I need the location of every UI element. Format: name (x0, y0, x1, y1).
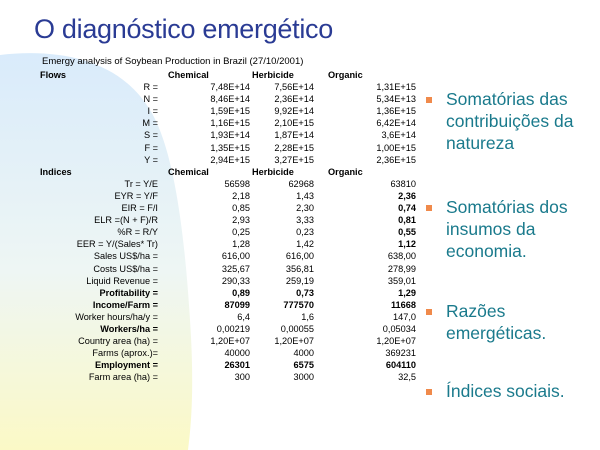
table-cell: 11668 (390, 299, 416, 310)
bullet-item (426, 300, 596, 344)
table-cell: 0,89 (232, 287, 250, 298)
table-row (40, 214, 416, 226)
emergy-table (40, 69, 416, 383)
bullet-text: Índices sociais. (446, 381, 565, 401)
table-cell: 616,00 (221, 251, 250, 262)
column-header: Organic (328, 70, 363, 80)
table-cell: 2,36 (398, 190, 416, 201)
row-label: Tr = Y/E (124, 178, 158, 189)
slide-title: O diagnóstico emergético (34, 14, 333, 44)
table-cell: 2,28E+15 (274, 142, 314, 153)
table-cell: 325,67 (221, 263, 250, 274)
table-cell: 26301 (224, 360, 250, 371)
table-cell: 40000 (224, 348, 250, 359)
section-header: Flows (40, 70, 67, 80)
table-cell: 0,25 (232, 227, 250, 238)
column-header: Chemical (168, 166, 209, 177)
table-cell: 1,31E+15 (376, 82, 416, 93)
bullet-marker (426, 97, 432, 103)
table-cell: 1,20E+07 (376, 336, 416, 347)
table-cell: 1,6 (301, 311, 314, 322)
row-label: S = (143, 130, 158, 141)
table-row (40, 117, 416, 129)
table-cell: 63810 (390, 178, 416, 189)
table-cell: 3,27E+15 (274, 154, 314, 165)
row-label: M = (142, 118, 158, 129)
table-cell: 8,46E+14 (210, 94, 250, 105)
table-row (40, 347, 416, 359)
table-caption: Emergy analysis of Soybean Production in Brazil (27/10/2001) (42, 56, 304, 67)
table-cell: 1,20E+07 (210, 336, 250, 347)
table-row (40, 238, 416, 250)
table-cell: 56598 (224, 178, 250, 189)
row-label: EIR = F/I (121, 203, 158, 214)
row-label: %R = R/Y (117, 227, 158, 238)
table-cell: 3,6E+14 (381, 130, 416, 141)
table-cell: 6,4 (237, 311, 250, 322)
table-cell: 2,18 (232, 190, 250, 201)
bullet-text: Somatórias dos insumos da economia. (446, 197, 568, 261)
bullet-marker (426, 309, 432, 315)
bullet-item (426, 196, 596, 262)
table-row (40, 275, 416, 287)
bullet-text: Razões emergéticas. (446, 301, 547, 343)
table-cell: 1,59E+15 (210, 106, 250, 117)
table-row (40, 323, 416, 335)
table-cell: 0,73 (296, 287, 314, 298)
table-cell: 5,34E+13 (376, 94, 416, 105)
row-label: Farms (aprox.)= (92, 348, 158, 359)
row-label: R = (143, 82, 158, 93)
table-cell: 87099 (224, 299, 250, 310)
table-cell: 0,74 (398, 203, 416, 214)
row-label: Y = (144, 154, 158, 165)
column-header: Herbicide (252, 70, 294, 80)
row-label: Costs US$/ha = (93, 263, 158, 274)
row-label: EER = Y/(Sales* Tr) (76, 239, 158, 250)
table-cell: 777570 (283, 299, 314, 310)
table-cell: 2,10E+15 (274, 118, 314, 129)
table-cell: 0,00219 (216, 323, 250, 334)
table-cell: 604110 (385, 360, 416, 371)
table-cell: 1,00E+15 (376, 142, 416, 153)
row-label: I = (147, 106, 158, 117)
table-row (40, 154, 416, 166)
table-row (40, 299, 416, 311)
table-row (40, 311, 416, 323)
table-row (40, 226, 416, 238)
table-row (40, 129, 416, 141)
table-row (40, 190, 416, 202)
table-row (40, 250, 416, 262)
column-header: Chemical (168, 70, 209, 80)
table-row (40, 93, 416, 105)
table-cell: 2,36E+14 (274, 94, 314, 105)
table-cell: 1,42 (296, 239, 314, 250)
table-cell: 300 (234, 372, 250, 383)
indices-header-row (40, 166, 416, 178)
table-cell: 1,20E+07 (274, 336, 314, 347)
table-cell: 6575 (293, 360, 314, 371)
bullet-item (426, 380, 596, 402)
table-cell: 1,29 (398, 287, 416, 298)
table-cell: 616,00 (285, 251, 314, 262)
table-cell: 369231 (385, 348, 416, 359)
table-cell: 3000 (293, 372, 314, 383)
table-cell: 638,00 (387, 251, 416, 262)
column-header: Herbicide (252, 166, 294, 177)
table-cell: 1,87E+14 (274, 130, 314, 141)
table-cell: 2,93 (232, 215, 250, 226)
table-row (40, 81, 416, 93)
table-cell: 2,94E+15 (210, 154, 250, 165)
bullet-marker (426, 205, 432, 211)
row-label: Worker hours/ha/y = (75, 311, 158, 322)
table-cell: 62968 (288, 178, 314, 189)
table-cell: 1,43 (296, 190, 314, 201)
table-cell: 2,30 (296, 203, 314, 214)
table-cell: 3,33 (296, 215, 314, 226)
row-label: N = (143, 94, 158, 105)
table-row (40, 105, 416, 117)
bullet-item (426, 88, 596, 154)
table-row (40, 142, 416, 154)
table-cell: 0,81 (398, 215, 416, 226)
section-header: Indices (40, 166, 72, 177)
table-row (40, 263, 416, 275)
bullet-text: Somatórias das contribuições da natureza (446, 89, 574, 153)
table-cell: 359,01 (387, 275, 416, 286)
table-cell: 290,33 (221, 275, 250, 286)
table-cell: 278,99 (387, 263, 416, 274)
table-cell: 0,23 (296, 227, 314, 238)
row-label: Country area (ha) = (78, 336, 158, 347)
table-cell: 356,81 (285, 263, 314, 274)
row-label: Sales US$/ha = (93, 251, 158, 262)
flows-header-row (40, 69, 416, 81)
table-cell: 4000 (293, 348, 314, 359)
table-cell: 1,93E+14 (210, 130, 250, 141)
table-row (40, 202, 416, 214)
table-cell: 0,55 (398, 227, 416, 238)
table-row (40, 371, 416, 383)
table-cell: 0,00055 (280, 323, 314, 334)
table-cell: 0,05034 (382, 323, 416, 334)
table-cell: 1,36E+15 (376, 106, 416, 117)
column-header: Organic (328, 166, 363, 177)
row-label: Workers/ha = (100, 323, 158, 334)
table-row (40, 287, 416, 299)
table-cell: 1,12 (398, 239, 416, 250)
row-label: F = (144, 142, 158, 153)
row-label: Employment = (94, 360, 158, 371)
table-cell: 1,16E+15 (210, 118, 250, 129)
bullet-marker (426, 389, 432, 395)
table-row (40, 359, 416, 371)
row-label: Farm area (ha) = (88, 372, 158, 383)
table-cell: 7,56E+14 (274, 82, 314, 93)
row-label: Profitability = (99, 287, 158, 298)
table-cell: 147,0 (393, 311, 416, 322)
table-row (40, 178, 416, 190)
row-label: Liquid Revenue = (86, 275, 158, 286)
table-cell: 2,36E+15 (376, 154, 416, 165)
table-cell: 259,19 (285, 275, 314, 286)
row-label: EYR = Y/F (114, 190, 158, 201)
table-cell: 9,92E+14 (274, 106, 314, 117)
row-label: Income/Farm = (92, 299, 158, 310)
row-label: ELR =(N + F)/R (94, 215, 158, 226)
table-row (40, 335, 416, 347)
table-cell: 32,5 (398, 372, 416, 383)
table-cell: 1,35E+15 (210, 142, 250, 153)
table-cell: 6,42E+14 (376, 118, 416, 129)
table-cell: 0,85 (232, 203, 250, 214)
table-cell: 1,28 (232, 239, 250, 250)
table-cell: 7,48E+14 (210, 82, 250, 93)
